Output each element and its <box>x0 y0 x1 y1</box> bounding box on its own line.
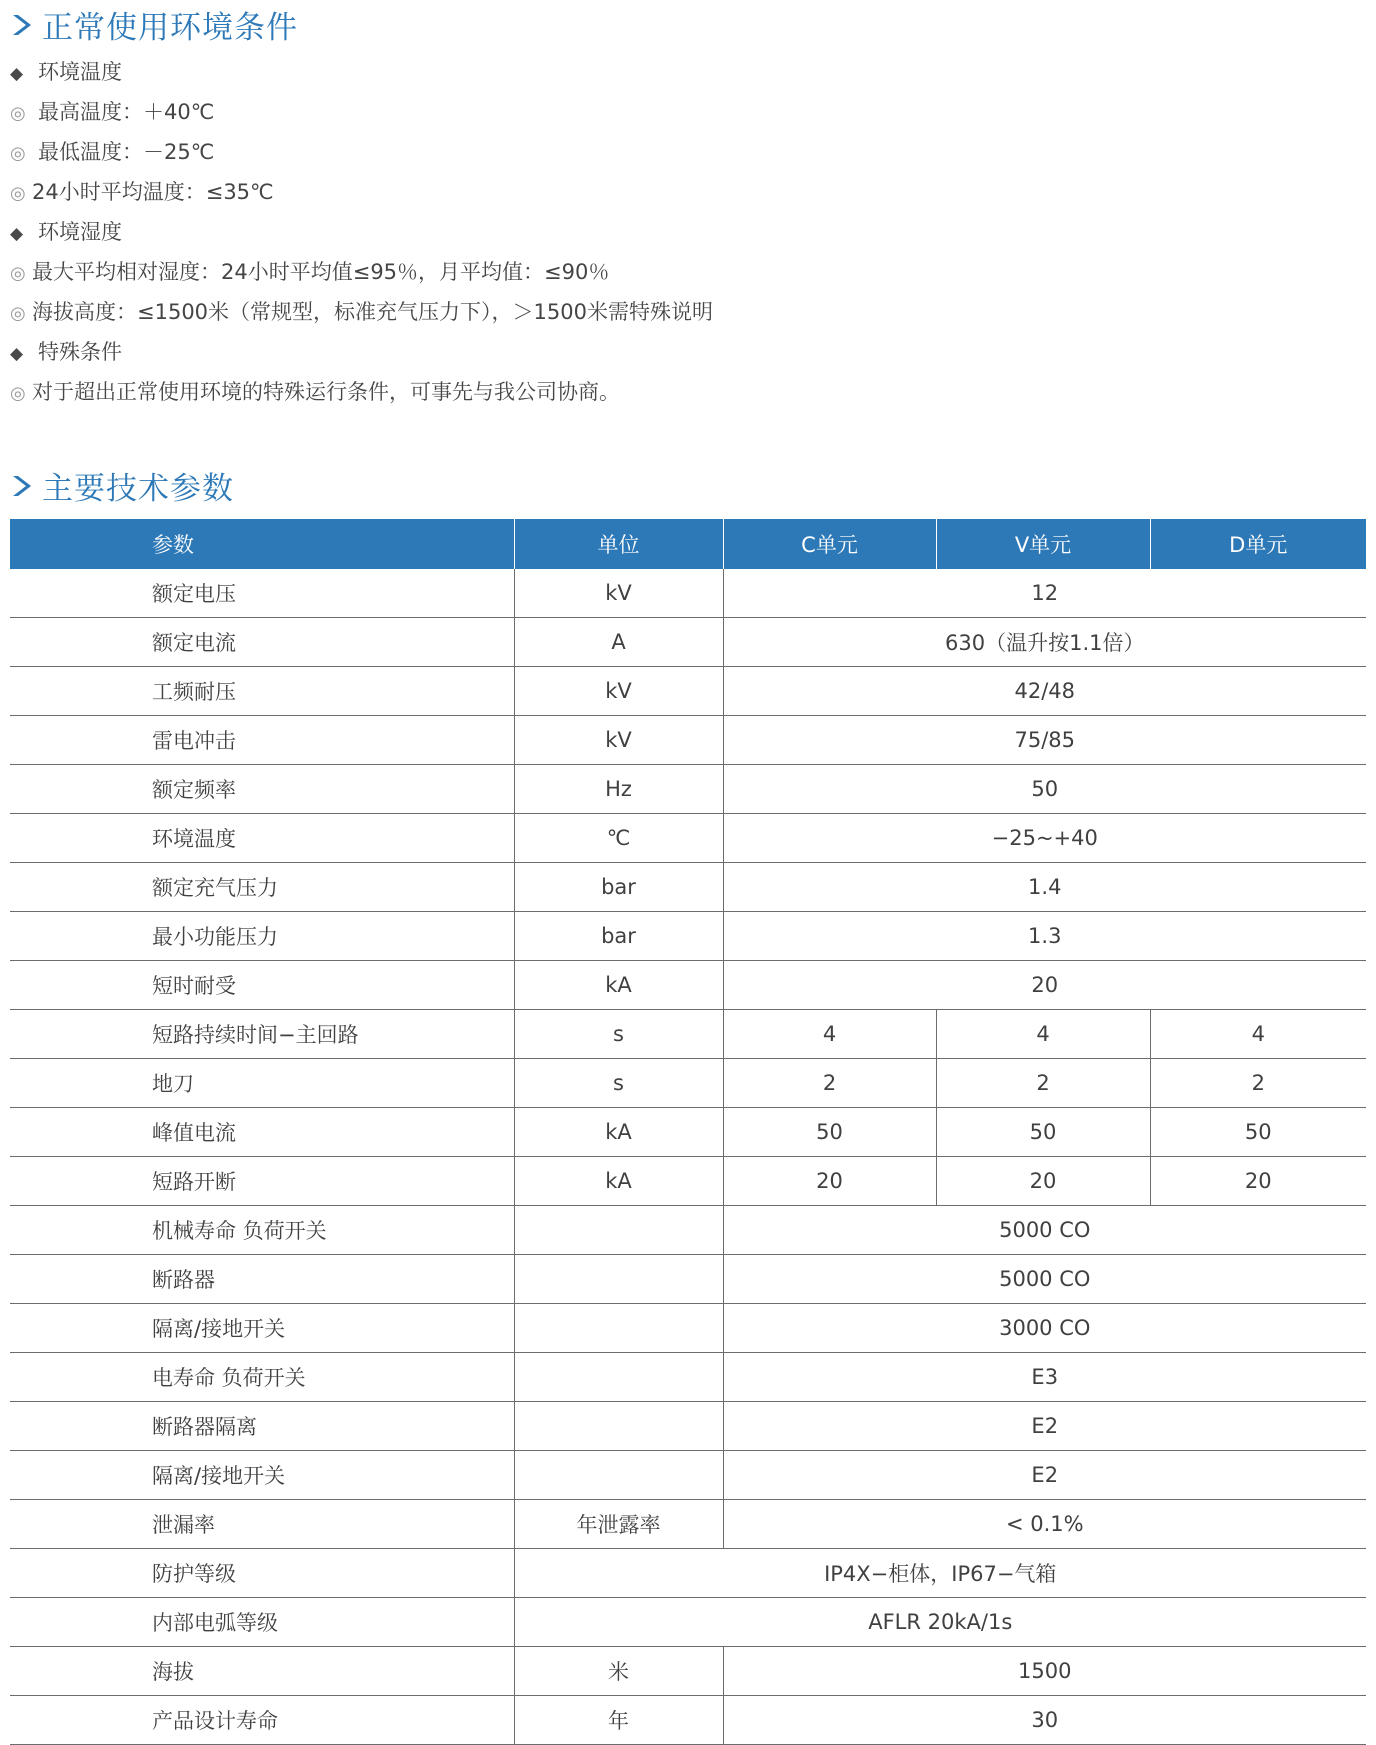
section-title-text: 主要技术参数 <box>42 471 234 507</box>
table-row <box>10 1451 1366 1500</box>
list-item <box>10 52 713 92</box>
list-item <box>10 252 713 292</box>
value-cell: 4 <box>723 1010 936 1059</box>
chevron-right-icon <box>10 473 36 499</box>
table-row <box>10 1500 1366 1549</box>
param-cell: 最小功能压力 <box>10 912 514 961</box>
unit-cell: A <box>514 618 723 667</box>
list-item-text: 环境温度 <box>38 60 122 84</box>
header-d-unit: D单元 <box>1150 519 1366 569</box>
value-cell: 12 <box>723 569 1366 618</box>
value-cell: 1.3 <box>723 912 1366 961</box>
value-cell: 20 <box>1150 1157 1366 1206</box>
param-cell: 海拔 <box>10 1647 514 1696</box>
param-cell: 短路开断 <box>10 1157 514 1206</box>
table-row <box>10 1549 1366 1598</box>
table-row <box>10 569 1366 618</box>
circle-bullet-icon: ◎ <box>10 183 26 204</box>
unit-cell <box>514 1451 723 1500</box>
list-item-text: 海拔高度：≤1500米（常规型，标准充气压力下），＞1500米需特殊说明 <box>32 300 713 324</box>
param-cell: 额定频率 <box>10 765 514 814</box>
param-cell: 额定电流 <box>10 618 514 667</box>
unit-cell: 年 <box>514 1696 723 1745</box>
value-cell: E2 <box>723 1402 1366 1451</box>
value-cell: 50 <box>936 1108 1150 1157</box>
list-item-text: 特殊条件 <box>38 340 122 364</box>
header-param: 参数 <box>10 519 514 569</box>
unit-cell: s <box>514 1059 723 1108</box>
table-row <box>10 1059 1366 1108</box>
table-row <box>10 1108 1366 1157</box>
table-row <box>10 1353 1366 1402</box>
table-row <box>10 618 1366 667</box>
value-cell: 30 <box>723 1696 1366 1745</box>
circle-bullet-icon: ◎ <box>10 103 26 124</box>
table-row <box>10 961 1366 1010</box>
circle-bullet-icon: ◎ <box>10 143 26 164</box>
table-row <box>10 1206 1366 1255</box>
unit-cell: 年泄露率 <box>514 1500 723 1549</box>
list-item <box>10 92 713 132</box>
header-v-unit: V单元 <box>936 519 1150 569</box>
param-cell: 隔离/接地开关 <box>10 1304 514 1353</box>
param-cell: 隔离/接地开关 <box>10 1451 514 1500</box>
table-row <box>10 765 1366 814</box>
unit-cell: bar <box>514 863 723 912</box>
param-cell: 地刀 <box>10 1059 514 1108</box>
value-cell: E3 <box>723 1353 1366 1402</box>
list-item-text: 最高温度：＋40℃ <box>38 100 215 124</box>
param-cell: 产品设计寿命 <box>10 1696 514 1745</box>
unit-cell: kV <box>514 667 723 716</box>
circle-bullet-icon: ◎ <box>10 383 26 404</box>
table-row <box>10 1696 1366 1745</box>
table-row <box>10 1304 1366 1353</box>
value-cell: IP4X−柜体，IP67−气箱 <box>514 1549 1366 1598</box>
value-cell: 3000 CO <box>723 1304 1366 1353</box>
param-cell: 雷电冲击 <box>10 716 514 765</box>
unit-cell <box>514 1402 723 1451</box>
table-row <box>10 1010 1366 1059</box>
table-row <box>10 667 1366 716</box>
table-row <box>10 1255 1366 1304</box>
circle-bullet-icon: ◎ <box>10 303 26 324</box>
param-cell: 峰值电流 <box>10 1108 514 1157</box>
technical-parameters-table <box>10 519 1366 1745</box>
list-item-text: 最低温度：－25℃ <box>38 140 215 164</box>
unit-cell: Hz <box>514 765 723 814</box>
list-item <box>10 172 713 212</box>
section-title-parameters <box>10 463 234 508</box>
param-cell: 内部电弧等级 <box>10 1598 514 1647</box>
header-c-unit: C单元 <box>723 519 936 569</box>
unit-cell: bar <box>514 912 723 961</box>
value-cell: AFLR 20kA/1s <box>514 1598 1366 1647</box>
unit-cell <box>514 1353 723 1402</box>
param-cell: 工频耐压 <box>10 667 514 716</box>
value-cell: 4 <box>936 1010 1150 1059</box>
value-cell: −25~+40 <box>723 814 1366 863</box>
param-cell: 断路器 <box>10 1255 514 1304</box>
unit-cell: s <box>514 1010 723 1059</box>
param-cell: 泄漏率 <box>10 1500 514 1549</box>
param-cell: 短路持续时间−主回路 <box>10 1010 514 1059</box>
value-cell: 4 <box>1150 1010 1366 1059</box>
list-item <box>10 332 713 372</box>
param-cell: 断路器隔离 <box>10 1402 514 1451</box>
circle-bullet-icon: ◎ <box>10 263 26 284</box>
param-cell: 额定充气压力 <box>10 863 514 912</box>
unit-cell: ℃ <box>514 814 723 863</box>
param-cell: 环境温度 <box>10 814 514 863</box>
unit-cell <box>514 1304 723 1353</box>
unit-cell <box>514 1255 723 1304</box>
table-row <box>10 1402 1366 1451</box>
list-item-text: 对于超出正常使用环境的特殊运行条件，可事先与我公司协商。 <box>32 380 620 404</box>
value-cell: 1.4 <box>723 863 1366 912</box>
diamond-bullet-icon: ◆ <box>10 224 24 244</box>
unit-cell: kA <box>514 1108 723 1157</box>
value-cell: 2 <box>1150 1059 1366 1108</box>
header-unit: 单位 <box>514 519 723 569</box>
value-cell: 2 <box>723 1059 936 1108</box>
unit-cell: kA <box>514 961 723 1010</box>
value-cell: 50 <box>723 765 1366 814</box>
value-cell: E2 <box>723 1451 1366 1500</box>
table-row <box>10 863 1366 912</box>
list-item-text: 环境湿度 <box>38 220 122 244</box>
unit-cell: kV <box>514 716 723 765</box>
unit-cell: kV <box>514 569 723 618</box>
value-cell: 42/48 <box>723 667 1366 716</box>
param-cell: 额定电压 <box>10 569 514 618</box>
value-cell: 20 <box>723 961 1366 1010</box>
unit-cell: 米 <box>514 1647 723 1696</box>
value-cell: < 0.1% <box>723 1500 1366 1549</box>
value-cell: 2 <box>936 1059 1150 1108</box>
section-title-environment <box>10 2 298 47</box>
value-cell: 50 <box>1150 1108 1366 1157</box>
unit-cell: kA <box>514 1157 723 1206</box>
list-item <box>10 292 713 332</box>
chevron-right-icon <box>10 12 36 38</box>
param-cell: 电寿命 负荷开关 <box>10 1353 514 1402</box>
value-cell: 630（温升按1.1倍） <box>723 618 1366 667</box>
param-cell: 短时耐受 <box>10 961 514 1010</box>
list-item <box>10 132 713 172</box>
value-cell: 5000 CO <box>723 1206 1366 1255</box>
table-row <box>10 912 1366 961</box>
diamond-bullet-icon: ◆ <box>10 344 24 364</box>
value-cell: 20 <box>936 1157 1150 1206</box>
list-item <box>10 212 713 252</box>
table-header-row <box>10 519 1366 569</box>
unit-cell <box>514 1206 723 1255</box>
table-row <box>10 1598 1366 1647</box>
value-cell: 5000 CO <box>723 1255 1366 1304</box>
value-cell: 1500 <box>723 1647 1366 1696</box>
value-cell: 20 <box>723 1157 936 1206</box>
value-cell: 75/85 <box>723 716 1366 765</box>
param-cell: 机械寿命 负荷开关 <box>10 1206 514 1255</box>
list-item-text: 最大平均相对湿度：24小时平均值≤95％，月平均值：≤90％ <box>32 260 610 284</box>
section-title-text: 正常使用环境条件 <box>42 10 298 46</box>
table-row <box>10 716 1366 765</box>
table-row <box>10 1647 1366 1696</box>
list-item-text: 24小时平均温度：≤35℃ <box>32 180 274 204</box>
table-row <box>10 1157 1366 1206</box>
param-cell: 防护等级 <box>10 1549 514 1598</box>
table-row <box>10 814 1366 863</box>
list-item <box>10 372 713 412</box>
diamond-bullet-icon: ◆ <box>10 64 24 84</box>
environment-conditions-list <box>10 52 713 412</box>
value-cell: 50 <box>723 1108 936 1157</box>
